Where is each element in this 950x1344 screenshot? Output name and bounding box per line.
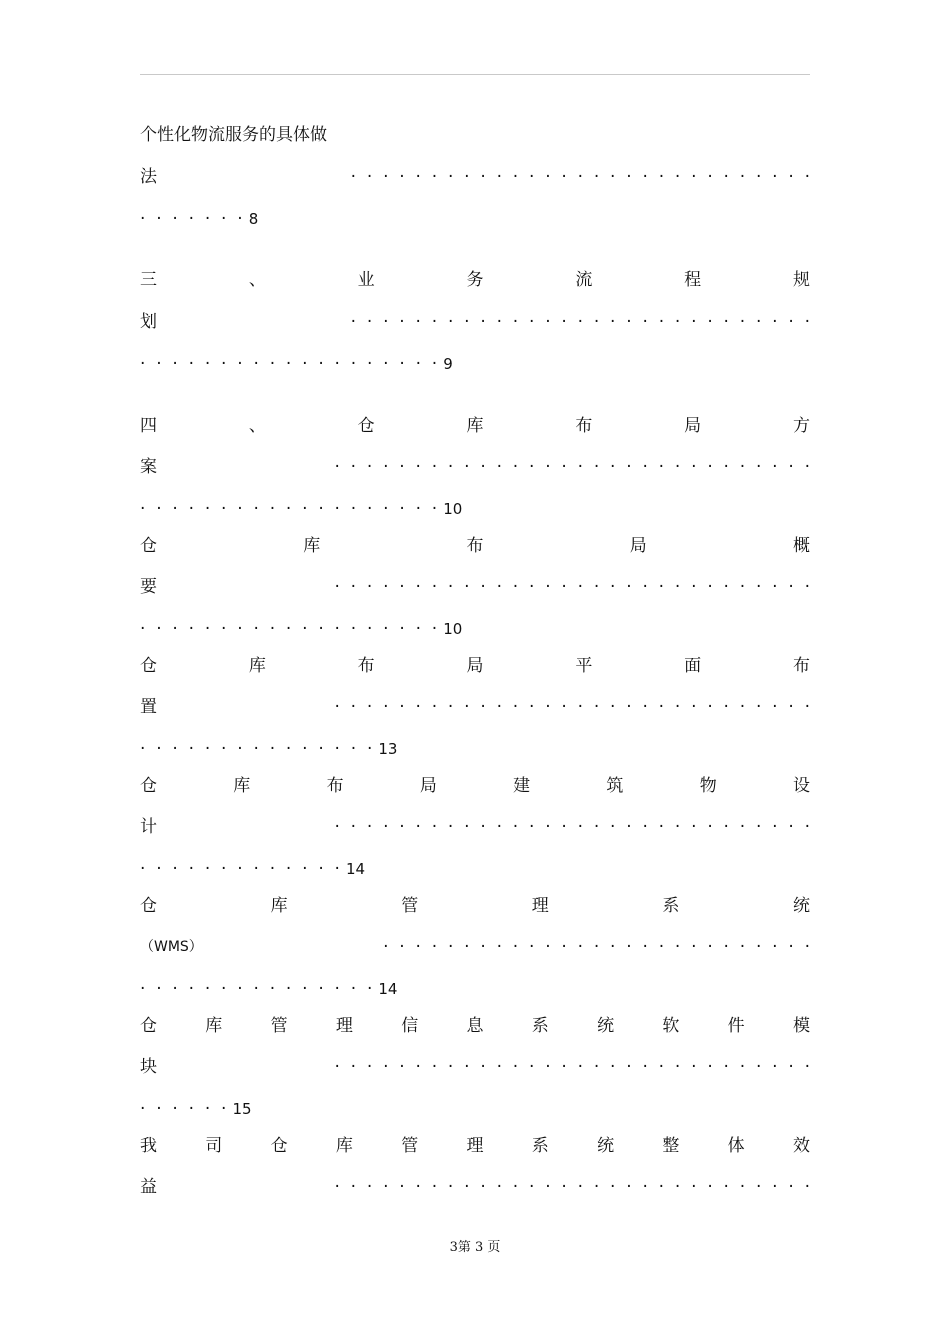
leader-dots: · · · · · · · — [140, 209, 243, 229]
leader-dots: · · · · · · · · · · · · · · · · · · · · · · · · · · · · · — [350, 167, 810, 187]
leader-dots: · · · · · · · · · · · · · · · · · · · · · · · · · · · · · — [350, 312, 810, 332]
toc-entry-title: 四 、 仓 库 布 局 方 — [140, 416, 810, 436]
toc-entry-leader-line — [140, 312, 810, 332]
toc-entry-title-tail: 块 — [140, 1057, 157, 1077]
toc-entry-title: 仓 库 布 局 概 — [140, 536, 810, 556]
page-number: 13 — [378, 740, 398, 758]
toc-entry-title: 仓 库 管 理 系 统 — [140, 896, 810, 916]
leader-dots: · · · · · · · · · · · · · · · · · · · · · · · · · · · · · · — [334, 1177, 810, 1197]
toc-entry-title-tail: 置 — [140, 697, 157, 717]
page-footer: 3第 3 页 — [449, 1240, 501, 1255]
toc-entry-page-line — [140, 209, 810, 229]
leader-dots: · · · · · · · · · · · · · · · · · · · — [140, 619, 438, 639]
toc-entry-leader-line — [140, 457, 810, 477]
leader-dots: · · · · · · · · · · · · · · · · · · · · · · · · · · · · · · — [334, 697, 810, 717]
page-number: 10 — [443, 500, 463, 518]
toc-entry-title-tail: 要 — [140, 577, 157, 597]
toc-entry-title: 我 司 仓 库 管 理 系 统 整 体 效 — [140, 1136, 810, 1156]
leader-dots: · · · · · · · · · · · · · · · · · · · — [140, 354, 438, 374]
toc-entry-leader-line — [140, 1057, 810, 1077]
leader-dots: · · · · · · · · · · · · · · · — [140, 979, 373, 999]
leader-dots: · · · · · · · · · · · · · — [140, 859, 340, 879]
toc-entry-page-line — [140, 499, 810, 519]
toc-entry-title: 个性化物流服务的具体做 — [140, 125, 327, 145]
leader-dots: · · · · · · · · · · · · · · · · · · · · · · · · · · · · · · — [334, 577, 810, 597]
leader-dots: · · · · · · — [140, 1099, 227, 1119]
toc-entry-page-line — [140, 859, 810, 879]
leader-dots: · · · · · · · · · · · · · · · · · · · · · · · · · · · · · · — [334, 1057, 810, 1077]
toc-entry-page-line — [140, 619, 810, 639]
toc-entry-title: 仓 库 布 局 建 筑 物 设 — [140, 776, 810, 796]
toc-entry-leader-line — [140, 697, 810, 717]
toc-entry[interactable] — [140, 125, 810, 145]
leader-dots: · · · · · · · · · · · · · · · · · · · — [140, 499, 438, 519]
page-number: 15 — [232, 1100, 252, 1118]
page-number: 8 — [248, 210, 259, 228]
page-number: 10 — [443, 620, 463, 638]
toc-entry[interactable] — [140, 536, 810, 556]
toc-entry-leader-line — [140, 817, 810, 837]
toc-entry-title-tail: （WMS） — [140, 939, 203, 955]
toc-entry[interactable] — [140, 1016, 810, 1036]
page-number: 14 — [378, 980, 398, 998]
toc-entry[interactable] — [140, 896, 810, 916]
leader-dots: · · · · · · · · · · · · · · · · · · · · · · · · · · · · · · — [334, 817, 810, 837]
toc-entry-title-tail: 划 — [140, 312, 157, 332]
leader-dots: · · · · · · · · · · · · · · · · · · · · · · · · · · · — [383, 937, 810, 957]
toc-entry-title-tail: 计 — [140, 817, 157, 837]
toc-entry[interactable] — [140, 1136, 810, 1156]
toc-entry[interactable] — [140, 656, 810, 676]
toc-entry-page-line — [140, 1099, 810, 1119]
toc-entry-title: 三 、 业 务 流 程 规 — [140, 270, 810, 290]
toc-entry-leader-line — [140, 1177, 810, 1197]
header-rule — [140, 74, 810, 75]
page-number: 14 — [345, 860, 366, 878]
leader-dots: · · · · · · · · · · · · · · · — [140, 739, 373, 759]
toc-entry-title: 仓 库 管 理 信 息 系 统 软 件 模 — [140, 1016, 810, 1036]
toc-entry-leader-line — [140, 167, 810, 187]
toc-entry-title: 仓 库 布 局 平 面 布 — [140, 656, 810, 676]
toc-entry[interactable] — [140, 416, 810, 436]
toc-entry-title-tail: 案 — [140, 457, 157, 477]
toc-entry-leader-line — [140, 937, 810, 957]
toc-entry-title-tail: 益 — [140, 1177, 157, 1197]
toc-entry[interactable] — [140, 270, 810, 290]
toc-entry[interactable] — [140, 776, 810, 796]
toc-entry-page-line — [140, 739, 810, 759]
toc-entry-page-line — [140, 979, 810, 999]
leader-dots: · · · · · · · · · · · · · · · · · · · · · · · · · · · · · · — [334, 457, 810, 477]
page-number: 9 — [443, 355, 453, 373]
toc-entry-page-line — [140, 354, 810, 374]
toc-entry-title-tail: 法 — [140, 167, 157, 187]
toc-entry-leader-line — [140, 577, 810, 597]
